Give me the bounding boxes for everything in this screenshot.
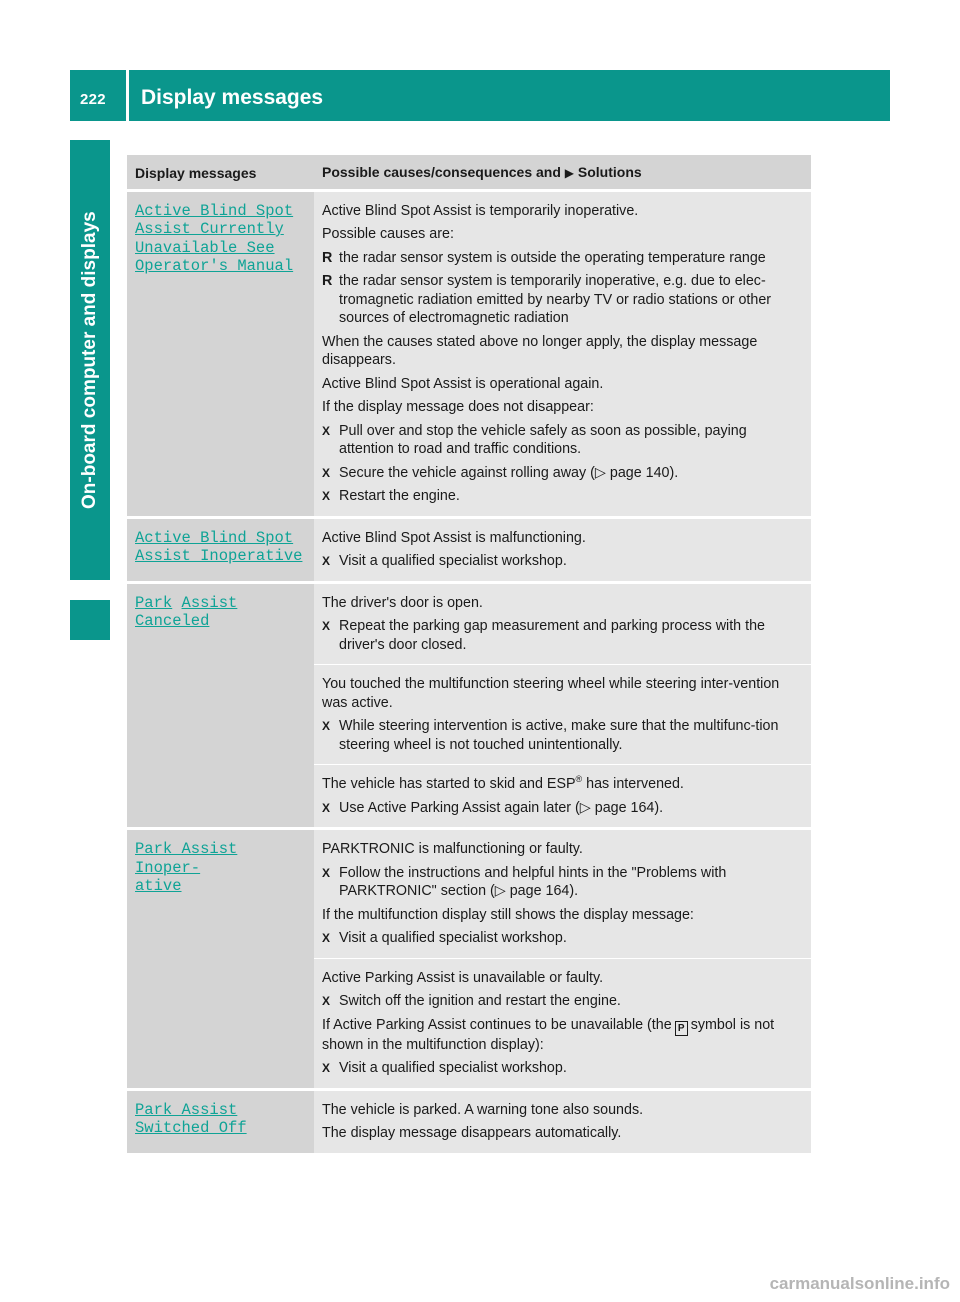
message-line: Assist Inoperative bbox=[135, 547, 303, 565]
message-line: ative bbox=[135, 877, 182, 895]
action-item: X Use Active Parking Assist again later (▷ page 164). bbox=[322, 799, 664, 816]
table-header-row bbox=[127, 155, 811, 190]
solution-text: Active Parking Assist is unavailable or faulty. bbox=[322, 969, 604, 986]
action-marker: X bbox=[322, 619, 331, 633]
solution-text: The vehicle has started to skid and ESP® has intervened. bbox=[322, 774, 684, 792]
message-cell bbox=[127, 517, 314, 582]
table-row bbox=[127, 1089, 811, 1153]
solution-text: Active Blind Spot Assist is operational again. bbox=[322, 375, 604, 392]
side-tab-gap bbox=[70, 580, 110, 600]
message-line: Canceled bbox=[135, 612, 210, 630]
action-marker: X bbox=[322, 1061, 331, 1075]
message-line: Switched Off bbox=[135, 1119, 247, 1137]
action-item: X Secure the vehicle against rolling away (▷ page 140). bbox=[322, 464, 679, 481]
table-row bbox=[127, 829, 811, 959]
solution-text: The vehicle is parked. A warning tone also sounds. bbox=[322, 1101, 644, 1118]
action-marker: X bbox=[322, 994, 331, 1008]
parking-symbol-icon: P bbox=[675, 1021, 688, 1036]
message-line: Operator's Manual bbox=[135, 257, 294, 275]
bullet-item: R the radar sensor system is outside the operating temperature range bbox=[322, 249, 766, 266]
page-reference-link[interactable]: ▷ page 140 bbox=[594, 464, 670, 481]
message-line: Park Assist Inoper- bbox=[135, 840, 238, 877]
page-number: 222 bbox=[80, 91, 106, 108]
solution-cell bbox=[314, 582, 811, 665]
page-reference-link[interactable]: ▷ page 164 bbox=[579, 799, 655, 816]
solution-cell bbox=[314, 517, 811, 582]
solutions-arrow-icon: ▶ bbox=[564, 166, 575, 180]
solution-text: If the display message does not disappear: bbox=[322, 399, 594, 415]
table-row bbox=[127, 582, 811, 665]
watermark: carmanualsonline.info bbox=[769, 1274, 950, 1293]
col-header-solutions-post: Solutions bbox=[577, 164, 642, 180]
action-marker: X bbox=[322, 800, 331, 815]
col-header-messages: Display messages bbox=[127, 155, 314, 190]
action-marker: X bbox=[322, 465, 331, 480]
action-marker: X bbox=[322, 719, 331, 733]
action-item: X Visit a qualified specialist workshop. bbox=[322, 930, 567, 946]
message-cell bbox=[127, 190, 314, 517]
solution-text: You touched the multifunction steering wheel while steering inter-vention was active. bbox=[322, 676, 780, 711]
page-title: Display messages bbox=[141, 86, 324, 109]
action-item: X Pull over and stop the vehicle safely as soon as possible, paying attention to road and traffic conditions. bbox=[322, 422, 747, 457]
action-marker: X bbox=[322, 865, 331, 880]
solution-cell bbox=[314, 665, 811, 765]
solution-text: When the causes stated above no longer apply, the display message disappears. bbox=[322, 333, 758, 368]
action-item: X Restart the engine. bbox=[322, 488, 460, 504]
display-messages-table bbox=[127, 155, 811, 1153]
solution-text: Possible causes are: bbox=[322, 226, 454, 242]
message-line: Assist bbox=[181, 593, 238, 612]
table-row bbox=[127, 190, 811, 517]
action-marker: X bbox=[322, 423, 331, 438]
message-line: Active Blind Spot bbox=[135, 528, 294, 547]
header-divider bbox=[126, 70, 129, 121]
solution-text: If the multifunction display still shows the display message: bbox=[322, 906, 694, 923]
message-line: Unavailable See bbox=[135, 238, 275, 257]
page-reference-link[interactable]: ▷ page 164 bbox=[494, 883, 570, 899]
solution-cell bbox=[314, 190, 811, 517]
action-marker: X bbox=[322, 554, 331, 568]
action-item: X Switch off the ignition and restart the engine. bbox=[322, 993, 621, 1009]
solution-cell bbox=[314, 829, 811, 959]
side-tab-marker bbox=[70, 600, 110, 640]
action-item: X While steering intervention is active, make sure that the multifunc-tion steering wheel is not touched unintentionally. bbox=[322, 718, 779, 753]
solution-text: Active Blind Spot Assist is temporarily inoperative. bbox=[322, 202, 639, 219]
solution-text: If Active Parking Assist continues to be unavailable (the P symbol is not shown in the multifunction display): bbox=[322, 1016, 775, 1053]
bullet-marker: R bbox=[322, 273, 333, 289]
col-header-solutions-pre: Possible causes/consequences and bbox=[322, 164, 561, 180]
action-item: X Follow the instructions and helpful hints in the "Problems with PARKTRONIC" section (▷ page 164). bbox=[322, 864, 727, 899]
solution-cell bbox=[314, 765, 811, 829]
action-marker: X bbox=[322, 489, 331, 503]
action-item: X Repeat the parking gap measurement and parking process with the driver's door closed. bbox=[322, 618, 765, 653]
table-row bbox=[127, 517, 811, 582]
bullet-marker: R bbox=[322, 249, 333, 266]
message-cell bbox=[127, 1089, 314, 1153]
action-marker: X bbox=[322, 931, 331, 945]
bullet-item: R the radar sensor system is temporarily inoperative, e.g. due to elec-tromagnetic radiation emitted by nearby TV or radio stations or other sources of electromagnetic radiation bbox=[322, 273, 772, 326]
solution-text: Active Blind Spot Assist is malfunctioning. bbox=[322, 529, 586, 546]
message-line: Park Assist bbox=[135, 1100, 238, 1119]
message-line: Assist Currently bbox=[135, 220, 284, 238]
solution-text: The display message disappears automatically. bbox=[322, 1125, 622, 1141]
action-item: X Visit a qualified specialist workshop. bbox=[322, 553, 567, 569]
message-cell bbox=[127, 829, 314, 1090]
message-line: Active Blind Spot bbox=[135, 201, 294, 220]
solution-text: PARKTRONIC is malfunctioning or faulty. bbox=[322, 841, 583, 857]
col-header-solutions bbox=[314, 155, 811, 190]
side-tab-label: On-board computer and displays bbox=[79, 211, 100, 509]
solution-text: The driver's door is open. bbox=[322, 594, 483, 611]
solution-cell bbox=[314, 958, 811, 1089]
message-line: Park bbox=[135, 593, 173, 612]
action-item: X Visit a qualified specialist workshop. bbox=[322, 1060, 567, 1076]
message-cell bbox=[127, 582, 314, 829]
solution-cell bbox=[314, 1089, 811, 1153]
